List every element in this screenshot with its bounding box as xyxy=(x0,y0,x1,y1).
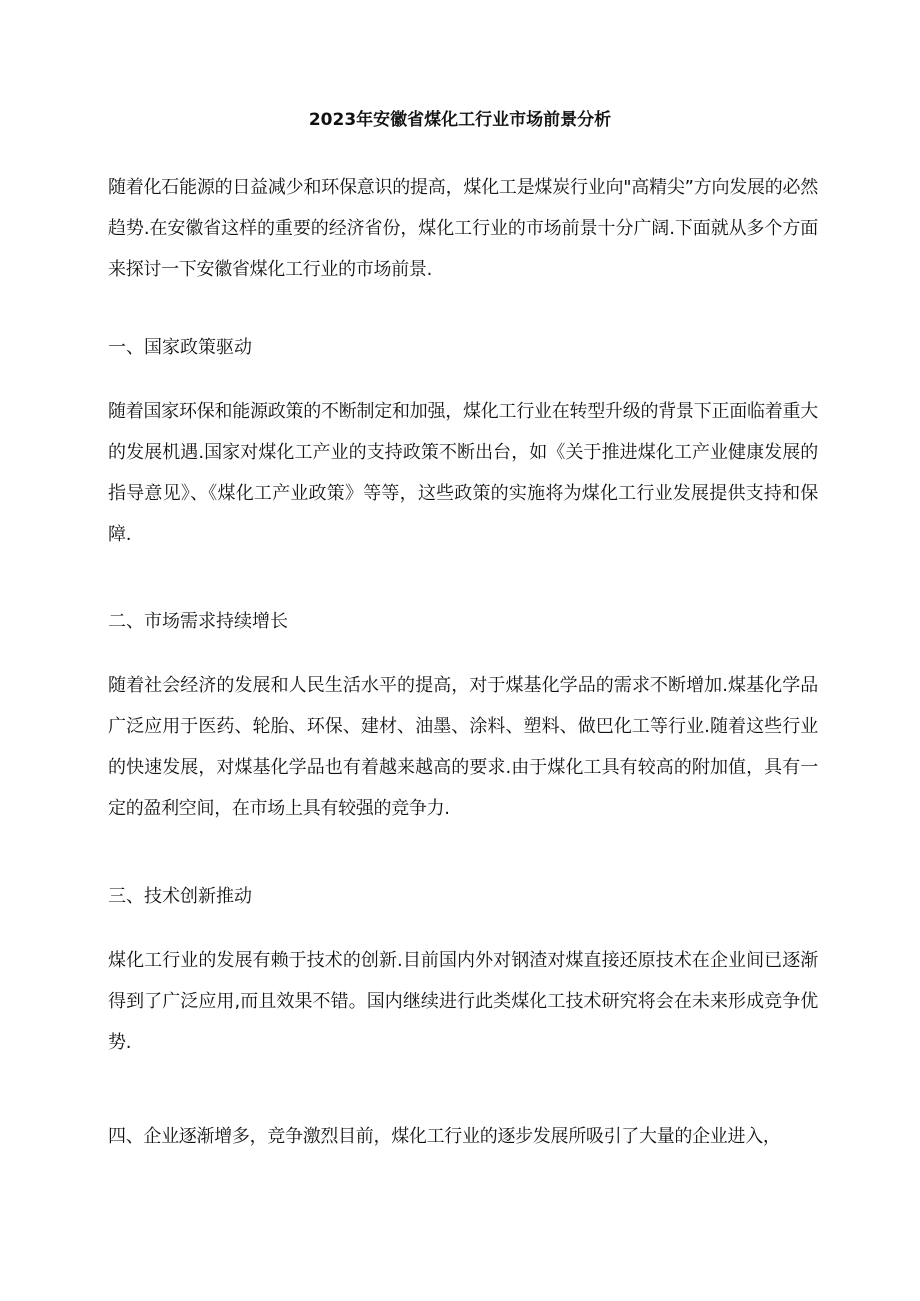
intro-paragraph: 随着化石能源的日益减少和环保意识的提高，煤化工是煤炭行业向"高精尖”方向发展的必然趋势.在安徽省这样的重要的经济省份，煤化工行业的市场前景十分广阔.下面就从多个方面来探讨一下安徽省煤化工行业的市场前景. xyxy=(108,177,818,280)
section-body-demand: 随着社会经济的发展和人民生活水平的提高，对于煤基化学品的需求不断增加.煤基化学品广泛应用于医药、轮胎、环保、建材、油墨、涂料、塑料、做巴化工等行业.随着这些行业的快速发展，对煤基化学品也有着越来越高的要求.由于煤化工具有较高的附加值，具有一定的盈利空间，在市场上具有较强的竞争力. xyxy=(108,675,818,819)
section-heading-demand: 二、市场需求持续增长 xyxy=(108,611,288,632)
section-heading-technology: 三、技术创新推动 xyxy=(108,886,252,907)
section-body-policy: 随着国家环保和能源政策的不断制定和加强，煤化工行业在转型升级的背景下正面临着重大的发展机遇.国家对煤化工产业的支持政策不断出台，如《关于推进煤化工产业健康发展的指导意见》、《煤化工产业政策》等等，这些政策的实施将为煤化工行业发展提供支持和保障. xyxy=(108,401,818,545)
section-line-competition: 四、企业逐渐增多，竞争激烈目前，煤化工行业的逐步发展所吸引了大量的企业进入， xyxy=(108,1126,781,1147)
document-title: 2023年安徽省煤化工行业市场前景分析 xyxy=(308,110,612,130)
section-heading-policy: 一、国家政策驱动 xyxy=(108,337,252,358)
section-body-technology: 煤化工行业的发展有赖于技术的创新.目前国内外对钢渣对煤直接还原技术在企业间已逐渐得到了广泛应用,而且效果不错。国内继续进行此类煤化工技术研究将会在未来形成竞争优势. xyxy=(108,950,818,1053)
